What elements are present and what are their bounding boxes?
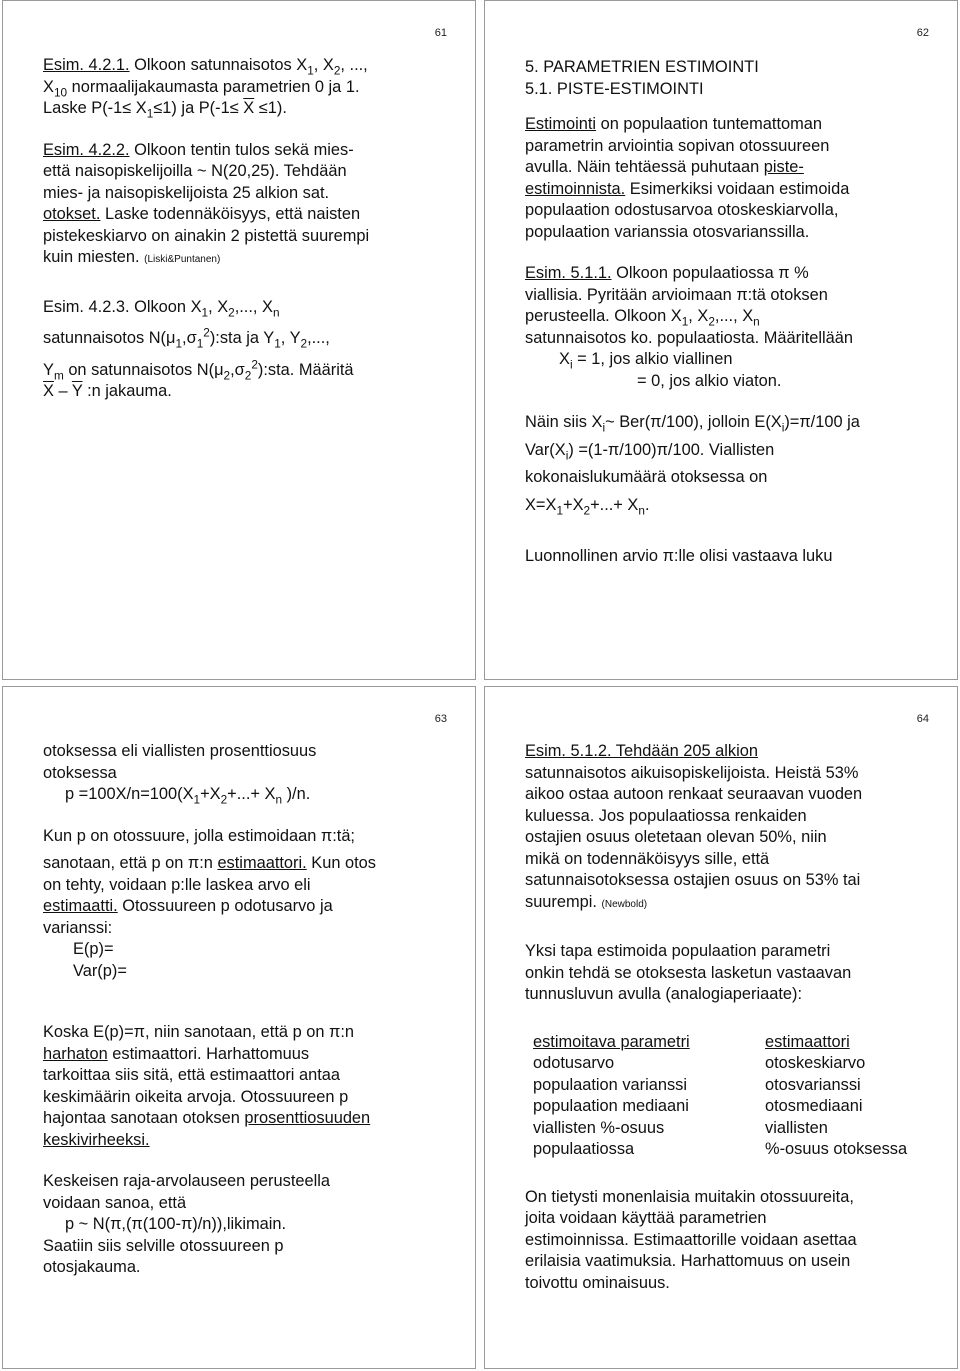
slide-body: Esim. 5.1.2. Tehdään 205 alkion satunnaisotos aikuisopiskelijoista. Heistä 53% aikoo ostaa autoon renkaat seuraavan vuoden kuluessa. Jos populaatiossa renkaiden ostajien osuus oletetaan olevan 50%, niin mikä on todennäköisyys sille, että satunnaisotoksessa ostajien osuus on 53% tai suurempi. (Newbold) Yksi tapa estimoida populaation parametri onkin tehdä se otoksesta lasketun vastaavan tunnusluvun avulla (analogiaperiaate): estimoitava parametri estimaattori odotusarvo otoskeskiarvo populaation varianssi otosvarianssi populaation mediaani otosmediaani viallisten %-osuus viallisten populaatiossa %-osuus otoksessa On tietysti monenlaisia muitakin otossuureita, joita voidaan käyttää parametrien estimoinnissa. Estimaattorille voidaan asettaa erilaisia vaatimuksia. Harhattomuus on usein toivottu ominaisuus. <box>525 741 937 1294</box>
page-number: 63 <box>434 713 447 725</box>
table-row: populaation varianssi otosvarianssi <box>533 1075 861 1094</box>
example-5-1-2: Esim. 5.1.2. Tehdään 205 alkion <box>525 742 758 760</box>
section-heading: 5. PARAMETRIEN ESTIMOINTI <box>525 58 759 76</box>
table-header: estimoitava parametri <box>533 1032 690 1051</box>
source-note: (Newbold) <box>601 898 648 910</box>
source-note: (Liski&Puntanen) <box>144 254 221 265</box>
slide-body: Esim. 4.2.1. Olkoon satunnaisotos $X_1$, $X_2$, ..., $X_{10}$ normaalijakaumasta parametrien 0 ja 1. Laske $P(-1\le X_1\le 1)$ ja $P(-1\le \overline{X} \le 1)$. Esim. 4.2.2. Olkoon tentin tulos sekä mies- että naisopiskelijoilla ~ N(20,25). Tehdään mies- ja naisopiskelijoista 25 alkion sat. otokset. Laske todennäköisyys, että naisten pistekeskiarvo on ainakin 2 pistettä suurempi kuin miesten. (Liski&Puntanen) Esim. 4.2.3. Olkoon $X_1$, $X_2$,..., $X_n$ satunnaisotos $N(\mu_1,\sigma_1^2):sta$ ja $Y_1$, $Y_2$,..., $Y_m$ on satunnaisotos $N(\mu_2,\sigma_2^2):sta$. Määritä $\overline{X} - \overline{Y}$ :n jakauma. <box>43 55 455 403</box>
slide-page-61 <box>2 0 476 680</box>
table-row: odotusarvo otoskeskiarvo <box>533 1054 866 1072</box>
slide-body: otoksessa eli viallisten prosenttiosuus otoksessa $p =100X/n=100(X_1+X_2+...+ X_n$ )/n. Kun p on otossuure, jolla estimoidaan π:tä; sanotaan, että p on π:n estimaattori. Kun otos on tehty, voidaan p:lle laskea arvo eli estimaatti. Otossuureen p odotusarvo ja varianssi: E(p)= Var(p)= Koska E(p)=π, niin sanotaan, että p on π:n harhaton estimaattori. Harhattomuus tarkoittaa siis sitä, että estimaattori antaa keskimäärin oikeita arvoja. Otossuureen p hajontaa sanotaan otoksen prosenttiosuuden keskivirheeksi. Keskeisen raja-arvolauseen perusteella voidaan sanoa, että p ~ N(π,(π(100-π)/n)),likimain. Saatiin siis selville otossuureen p otosjakauma. <box>43 742 376 1276</box>
table-header: estimaattori <box>765 1032 850 1051</box>
page-number: 61 <box>434 27 447 39</box>
page-number: 62 <box>916 27 929 39</box>
slide-page-63 <box>2 686 476 1369</box>
table-row: populaation mediaani otosmediaani <box>533 1097 863 1115</box>
example-4-2-1: Esim. 4.2.1. Olkoon satunnaisotos $X_1$, $X_2$, ..., <box>43 56 368 78</box>
example-5-1-1: Esim. 5.1.1. Olkoon populaatiossa π % <box>525 264 809 282</box>
slide-page-62 <box>484 0 958 680</box>
estimator-table <box>533 1032 907 1161</box>
table-row: viallisten %-osuus viallisten <box>533 1118 828 1137</box>
slide-page-64 <box>484 686 958 1369</box>
table-header-row <box>533 1032 907 1054</box>
example-4-2-3: Esim. 4.2.3. Olkoon $X_1$, $X_2$,..., $X_n$ <box>43 297 280 319</box>
example-4-2-2: Esim. 4.2.2. Olkoon tentin tulos sekä mies- <box>43 140 354 159</box>
subsection-heading: 5.1. PISTE-ESTIMOINTI <box>525 79 704 98</box>
slide-body: 5. PARAMETRIEN ESTIMOINTI 5.1. PISTE-ESTIMOINTI Estimointi on populaation tuntemattoman parametrin arviointia sopivan otossuureen avulla. Näin tehtäessä puhutaan piste- estimoinnista. Esimerkiksi voidaan estimoida populaation odostusarvoa otoskeskiarvolla, populaation varianssia otosvarianssilla. Esim. 5.1.1. Olkoon populaatiossa π % viallisia. Pyritään arvioimaan π:tä otoksen perusteella. Olkoon $X_1$, $X_2$,..., $X_n$ satunnaisotos ko. populaatiosta. Määritellään $X_i = 1$, jos alkio viallinen = 0, jos alkio viaton. Näin siis $X_i\sim$ Ber(π/100), jolloin $E(X_i)=\pi/100$ ja $Var(X_i) =(1-\pi/100)\pi/100$. Viallisten kokonaislukumäärä otoksessa on $X=X_1+X_2+...+ X_n$. Luonnollinen arvio π:lle olisi vastaava luku <box>525 57 937 568</box>
table-row: populaatiossa %-osuus otoksessa <box>533 1140 908 1158</box>
page-number: 64 <box>916 713 929 725</box>
